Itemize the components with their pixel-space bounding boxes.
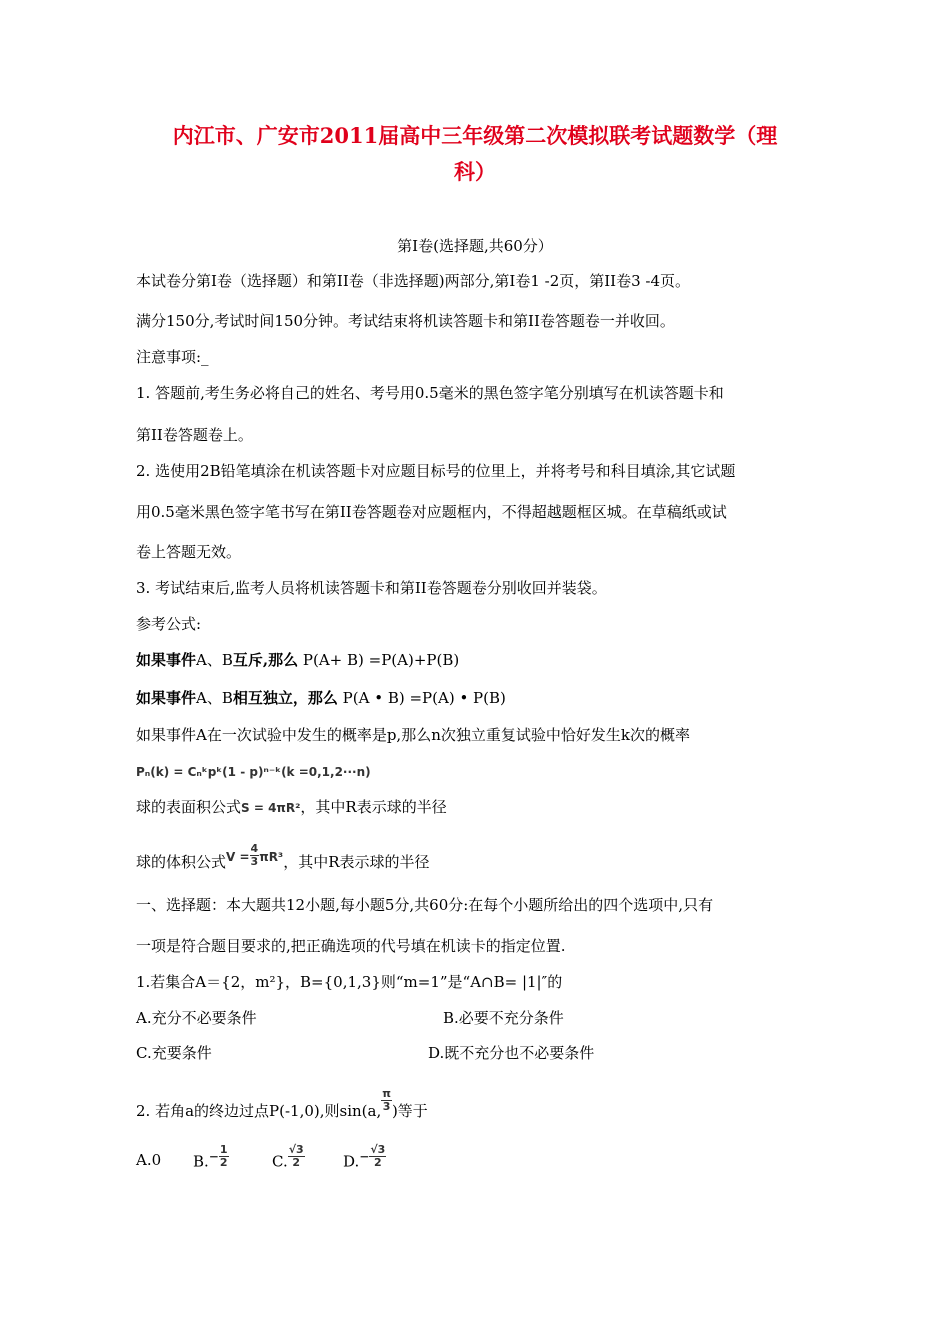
q2-b-fraction xyxy=(219,1144,229,1169)
question-2-option-c xyxy=(272,1144,305,1172)
question-1-stem: 1.若集合A＝{2，m²}，B={0,1,3}则“m=1”是“A∩B= |1|″的 xyxy=(136,973,563,991)
intro-line-2: 满分150分,考试时间150分钟。考试结束将机读答题卡和第II卷答题卷一并收回。 xyxy=(136,312,675,330)
note-2-line-3: 卷上答题无效。 xyxy=(136,543,242,561)
mutex-prefix: 如果事件 xyxy=(136,651,197,669)
note-1-line-2: 第II卷答题卷上。 xyxy=(136,426,253,444)
title-line-1: 内江市、广安市2011届高中三年级第二次模拟联考试题数学（理 xyxy=(172,123,778,148)
q2-b-sign: − xyxy=(208,1149,219,1164)
formulas-heading: 参考公式: xyxy=(136,615,202,633)
q2-c-den: 2 xyxy=(292,1156,301,1169)
sphere-area-formula: S = 4πR² xyxy=(241,801,301,815)
part1-line-1: 一、选择题：本大题共12小题,每小题5分,共60分:在每个小题所给出的四个选项中,只有 xyxy=(136,896,714,914)
bernoulli-formula: Pₙ(k) = Cₙᵏpᵏ(1 - p)ⁿ⁻ᵏ(k =0,1,2···n) xyxy=(136,765,371,779)
question-2-option-a: A.0 xyxy=(136,1151,162,1169)
sphere-area-text: 球的表面积公式 xyxy=(136,798,242,816)
q2-stem-fraction xyxy=(381,1088,392,1113)
part1-line-2: 一项是符合题目要求的,把正确选项的代号填在机读卡的指定位置. xyxy=(136,937,566,955)
question-1-option-c: C.充要条件 xyxy=(136,1044,212,1062)
question-2-option-d xyxy=(343,1144,386,1172)
q2-d-label: D. xyxy=(343,1152,360,1171)
q2-b-label: B. xyxy=(193,1152,209,1171)
sphere-vol-v: V = xyxy=(226,850,250,864)
mutex-events: A、B xyxy=(196,651,233,669)
sphere-area-line xyxy=(136,797,447,818)
sphere-vol-rest: πR³ xyxy=(259,850,284,864)
question-2-stem xyxy=(136,1088,428,1121)
sphere-volume-line xyxy=(136,843,430,872)
mutex-mid: 互斥,那么 xyxy=(232,651,299,669)
bernoulli-text: 如果事件A在一次试验中发生的概率是p,那么n次独立重复试验中恰好发生k次的概率 xyxy=(136,726,690,744)
formula-independent xyxy=(136,688,506,708)
q2-d-den: 2 xyxy=(374,1156,382,1169)
note-1-line-1: 1. 答题前,考生务必将自己的姓名、考号用0.5毫米的黑色签字笔分别填写在机读答题卡和 xyxy=(136,384,724,402)
indep-prefix: 如果事件 xyxy=(136,689,197,707)
sphere-vol-text: 球的体积公式 xyxy=(136,853,227,871)
indep-events: A、B xyxy=(196,689,233,707)
note-2-line-1: 2. 选使用2B铅笔填涂在机读答题卡对应题目标号的位里上，并将考号和科目填涂,其它试题 xyxy=(136,462,736,480)
q2-stem-num: π xyxy=(382,1087,391,1100)
title-line-2: 科） xyxy=(454,159,496,184)
q2-c-label: C. xyxy=(272,1152,288,1171)
formula-mutex xyxy=(136,650,459,670)
note-3: 3. 考试结束后,监考人员将机读答题卡和第II卷答题卷分别收回并装袋。 xyxy=(136,579,607,597)
q2-stem-post: )等于 xyxy=(391,1102,428,1120)
q2-c-fraction xyxy=(288,1144,305,1169)
indep-formula: P(A • B) =P(A) • P(B) xyxy=(342,689,506,707)
notes-heading: 注意事项:_ xyxy=(136,348,209,366)
q2-d-fraction xyxy=(369,1144,386,1169)
question-2-option-b xyxy=(193,1144,229,1172)
sphere-vol-num: 4 xyxy=(250,842,259,855)
indep-mid: 相互独立，那么 xyxy=(232,689,338,707)
note-2-line-2: 用0.5毫米黑色签字笔书写在第II卷答题卷对应题框内，不得超越题框区城。在草稿纸或试 xyxy=(136,503,727,521)
section-heading: 第Ⅰ卷(选择题,共60分） xyxy=(397,237,553,255)
sphere-vol-den: 3 xyxy=(250,855,259,868)
sphere-area-suffix: ，其中R表示球的半径 xyxy=(300,798,447,816)
q2-stem-den: 3 xyxy=(382,1100,391,1113)
q2-b-num: 1 xyxy=(219,1143,228,1156)
q2-d-num: √3 xyxy=(370,1143,386,1156)
question-1-option-b: B.必要不充分条件 xyxy=(443,1009,564,1027)
q2-b-den: 2 xyxy=(219,1156,228,1169)
q2-c-num: √3 xyxy=(288,1143,304,1156)
intro-line-1: 本试卷分第Ⅰ卷（选择题）和第II卷（非选择题)两部分,第Ⅰ卷1 -2页，第II卷3 -4页。 xyxy=(136,272,691,290)
mutex-formula: P(A+ B) =P(A)+P(B) xyxy=(302,651,460,669)
sphere-vol-suffix: ，其中R表示球的半径 xyxy=(283,853,430,871)
question-1-option-a: A.充分不必要条件 xyxy=(136,1009,257,1027)
question-1-option-d: D.既不充分也不必要条件 xyxy=(428,1044,595,1062)
q2-stem-pre: 2. 若角a的终边过点P(-1,0),则sin(a, xyxy=(136,1102,382,1120)
sphere-vol-fraction xyxy=(250,843,260,868)
q2-d-sign: − xyxy=(359,1149,370,1164)
